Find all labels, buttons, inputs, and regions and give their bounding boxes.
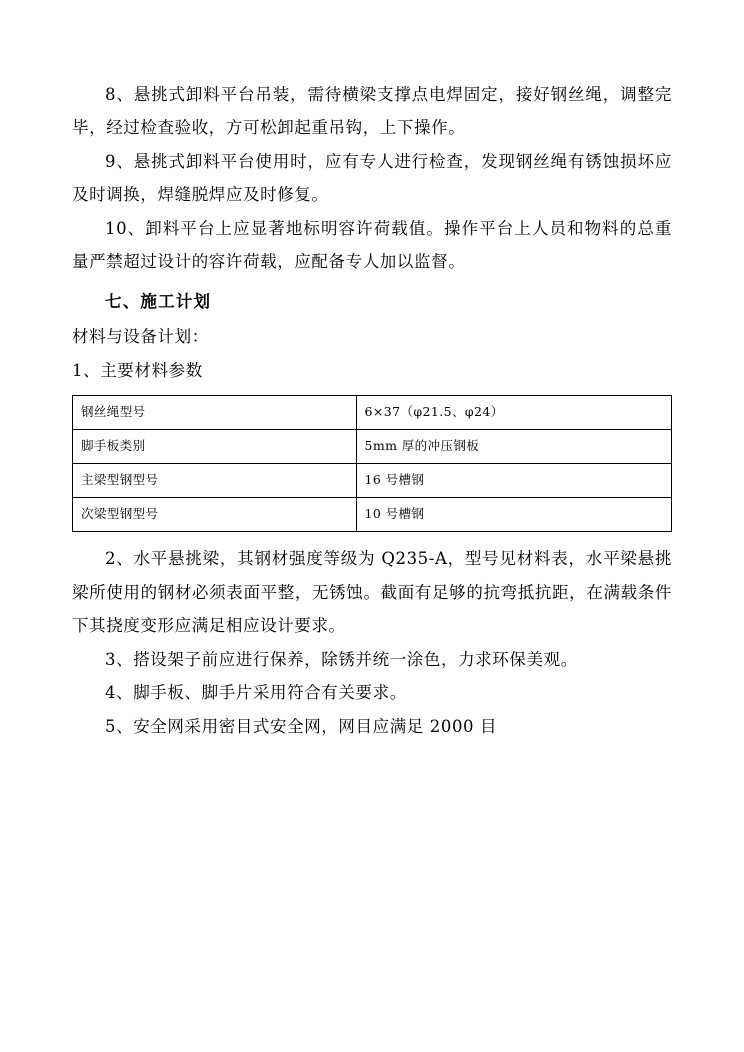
table-cell-label: 脚手板类别 (73, 430, 357, 464)
table-cell-value: 5mm 厚的冲压钢板 (356, 430, 671, 464)
table-row (73, 430, 672, 464)
intro-line-material-equipment-plan: 材料与设备计划： (72, 327, 209, 347)
table-row (73, 464, 672, 498)
paragraph-item-2: 2、水平悬挑梁，其钢材强度等级为 Q235-A，型号见材料表，水平梁悬挑梁所使用的钢材必须表面平整，无锈蚀。截面有足够的抗弯抵抗距，在满载条件下其挠度变形应满足相应设计要求。 (72, 549, 672, 636)
paragraph-item-4: 4、脚手板、脚手片采用符合有关要求。 (105, 683, 407, 703)
table-row (73, 498, 672, 532)
paragraph-item-3: 3、搭设架子前应进行保养，除锈并统一涂色，力求环保美观。 (105, 649, 578, 669)
table-cell-value: 16 号槽钢 (356, 464, 671, 498)
table-cell-value: 10 号槽钢 (356, 498, 671, 532)
table-cell-label: 次梁型钢型号 (73, 498, 357, 532)
main-material-parameters-table (72, 395, 672, 532)
subsection-heading-main-material-params: 1、主要材料参数 (72, 360, 203, 380)
paragraph-item-9: 9、悬挑式卸料平台使用时，应有专人进行检查，发现钢丝绳有锈蚀损坏应及时调换，焊缝脱焊应及时修复。 (72, 151, 672, 205)
paragraph-item-10: 10、卸料平台上应显著地标明容许荷载值。操作平台上人员和物料的总重量严禁超过设计的容许荷载，应配备专人加以监督。 (72, 218, 672, 272)
section-heading-construction-plan: 七、施工计划 (105, 291, 212, 311)
table-cell-label: 钢丝绳型号 (73, 396, 357, 430)
table-cell-label: 主梁型钢型号 (73, 464, 357, 498)
paragraph-item-8: 8、悬挑式卸料平台吊装，需待横梁支撑点电焊固定，接好钢丝绳，调整完毕，经过检查验收，方可松卸起重吊钩，上下操作。 (72, 85, 672, 138)
table-cell-value: 6×37（φ21.5、φ24） (356, 396, 671, 430)
paragraph-item-5: 5、安全网采用密目式安全网，网目应满足 2000 目 (105, 716, 498, 736)
table-row (73, 396, 672, 430)
